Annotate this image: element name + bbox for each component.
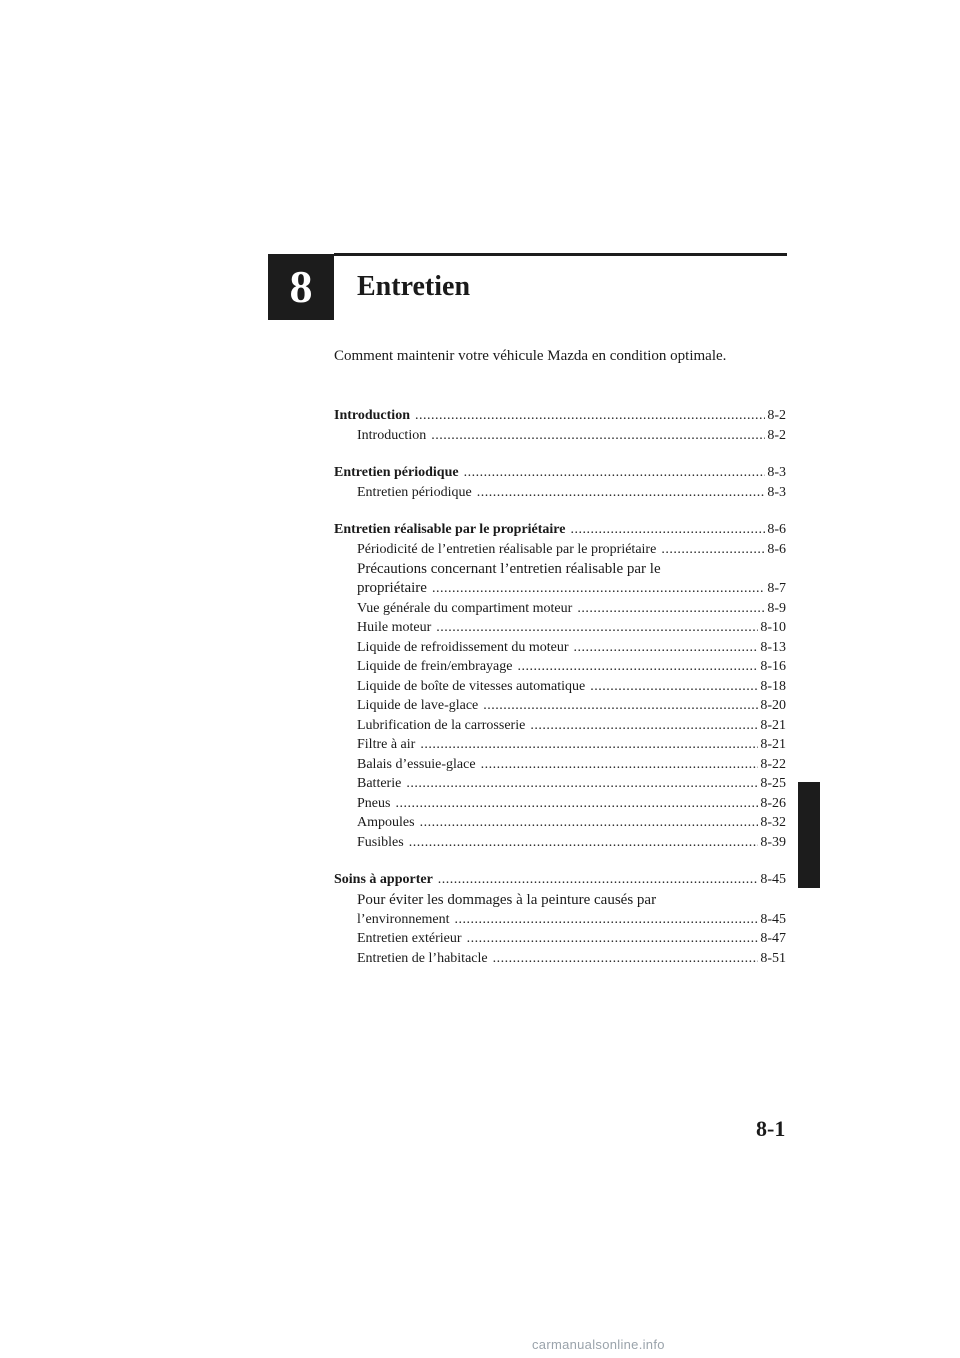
chapter-thumb-tab	[798, 782, 820, 888]
toc-entry-page: 8-13	[760, 639, 786, 655]
toc-entry[interactable]	[334, 755, 786, 775]
toc-entry-page: 8-20	[760, 698, 786, 713]
toc-entry-page: 8-32	[760, 815, 786, 830]
toc-entry[interactable]	[334, 870, 786, 890]
toc-entry-label: Entretien réalisable par le propriétaire	[334, 522, 566, 537]
toc-entry-page: 8-2	[767, 408, 786, 423]
toc-entry-label: Batterie	[357, 776, 402, 791]
toc-section-introduction	[334, 406, 786, 445]
toc-entry-page: 8-7	[767, 581, 786, 596]
toc-entry[interactable]	[334, 540, 786, 560]
toc-entry-label: Entretien de l’habitacle	[357, 950, 488, 966]
toc-entry-page: 8-2	[767, 427, 786, 443]
toc-entry[interactable]	[334, 929, 786, 949]
toc-entry-page: 8-9	[767, 600, 786, 616]
toc-entry[interactable]	[334, 910, 786, 930]
toc-entry[interactable]	[334, 833, 786, 853]
header-rule	[334, 253, 787, 256]
toc-entry-label: Introduction	[334, 408, 410, 423]
chapter-title: Entretien	[357, 271, 471, 302]
toc-entry[interactable]	[334, 716, 786, 736]
toc-entry-label: Balais d’essuie-glace	[357, 756, 476, 772]
toc-entry[interactable]	[334, 949, 786, 969]
toc-entry-label: Soins à apporter	[334, 872, 433, 887]
toc-entry-label: Liquide de lave-glace	[357, 698, 479, 713]
toc-entry[interactable]	[334, 520, 786, 540]
toc-entry-label[interactable]: Précautions concernant l’entretien réalisable par le	[357, 561, 661, 577]
toc-entry-label: Huile moteur	[357, 620, 432, 635]
toc-entry[interactable]	[334, 794, 786, 814]
toc-section-entretien-proprietaire	[334, 520, 786, 852]
toc-entry[interactable]	[334, 735, 786, 755]
toc-entry[interactable]	[334, 657, 786, 677]
toc-entry[interactable]	[334, 426, 786, 446]
toc-entry-label: Liquide de refroidissement du moteur	[357, 639, 569, 655]
toc-entry-page: 8-22	[760, 756, 786, 772]
toc-entry[interactable]	[334, 618, 786, 638]
toc-entry-page: 8-16	[760, 659, 786, 674]
toc-entry-page: 8-3	[767, 484, 786, 500]
toc-entry-page: 8-18	[760, 678, 786, 694]
toc-entry-label: Liquide de frein/embrayage	[357, 659, 513, 674]
toc-entry-page: 8-10	[760, 620, 786, 635]
toc-entry-page: 8-51	[760, 950, 786, 966]
toc-entry-label: Fusibles	[357, 834, 404, 850]
toc-entry[interactable]	[334, 774, 786, 794]
toc-entry-page: 8-45	[760, 911, 786, 927]
toc-entry[interactable]	[334, 463, 786, 483]
chapter-number-box	[268, 254, 334, 320]
toc-entry-page: 8-6	[767, 522, 786, 537]
toc-entry-page: 8-25	[760, 776, 786, 791]
toc-entry[interactable]	[334, 483, 786, 503]
toc-entry[interactable]	[334, 677, 786, 697]
toc-entry[interactable]	[334, 406, 786, 426]
toc-section-entretien-periodique	[334, 463, 786, 502]
toc-entry-label: Entretien périodique	[334, 465, 459, 480]
toc-entry-label: Vue générale du compartiment moteur	[357, 600, 573, 616]
chapter-intro: Comment maintenir votre véhicule Mazda en condition optimale.	[334, 348, 727, 364]
toc-entry-label: Introduction	[357, 427, 427, 443]
table-of-contents	[334, 406, 786, 986]
toc-entry-label: Périodicité de l’entretien réalisable par le propriétaire	[357, 541, 657, 557]
toc-entry-label[interactable]: Pour éviter les dommages à la peinture causés par	[357, 891, 657, 908]
toc-entry-page: 8-39	[760, 834, 786, 850]
toc-entry-label: Entretien extérieur	[357, 931, 462, 946]
toc-entry-label: Ampoules	[357, 815, 415, 830]
watermark: carmanualsonline.info	[532, 1337, 665, 1352]
toc-entry-page: 8-21	[760, 717, 786, 733]
toc-entry-page: 8-45	[760, 872, 786, 887]
toc-entry[interactable]	[334, 813, 786, 833]
toc-entry-label: Liquide de boîte de vitesses automatique	[357, 678, 586, 694]
toc-entry-page: 8-21	[760, 737, 786, 752]
toc-entry[interactable]	[334, 696, 786, 716]
toc-entry-label: Entretien périodique	[357, 484, 472, 500]
toc-entry[interactable]	[334, 638, 786, 658]
toc-entry[interactable]	[334, 599, 786, 619]
toc-entry-label: Filtre à air	[357, 737, 416, 752]
page-number: 8-1	[756, 1116, 786, 1141]
toc-entry-page: 8-26	[760, 795, 786, 811]
toc-section-soins	[334, 870, 786, 968]
toc-entry-label: Pneus	[357, 795, 391, 811]
toc-entry-label: Lubrification de la carrosserie	[357, 717, 526, 733]
toc-entry-page: 8-3	[767, 465, 786, 480]
toc-entry[interactable]	[334, 579, 786, 599]
toc-entry-page: 8-6	[767, 541, 786, 557]
toc-entry-page: 8-47	[760, 931, 786, 946]
toc-entry-label: l’environnement	[357, 911, 450, 927]
chapter-number: 8	[289, 261, 313, 312]
toc-entry-label: propriétaire	[357, 580, 427, 596]
